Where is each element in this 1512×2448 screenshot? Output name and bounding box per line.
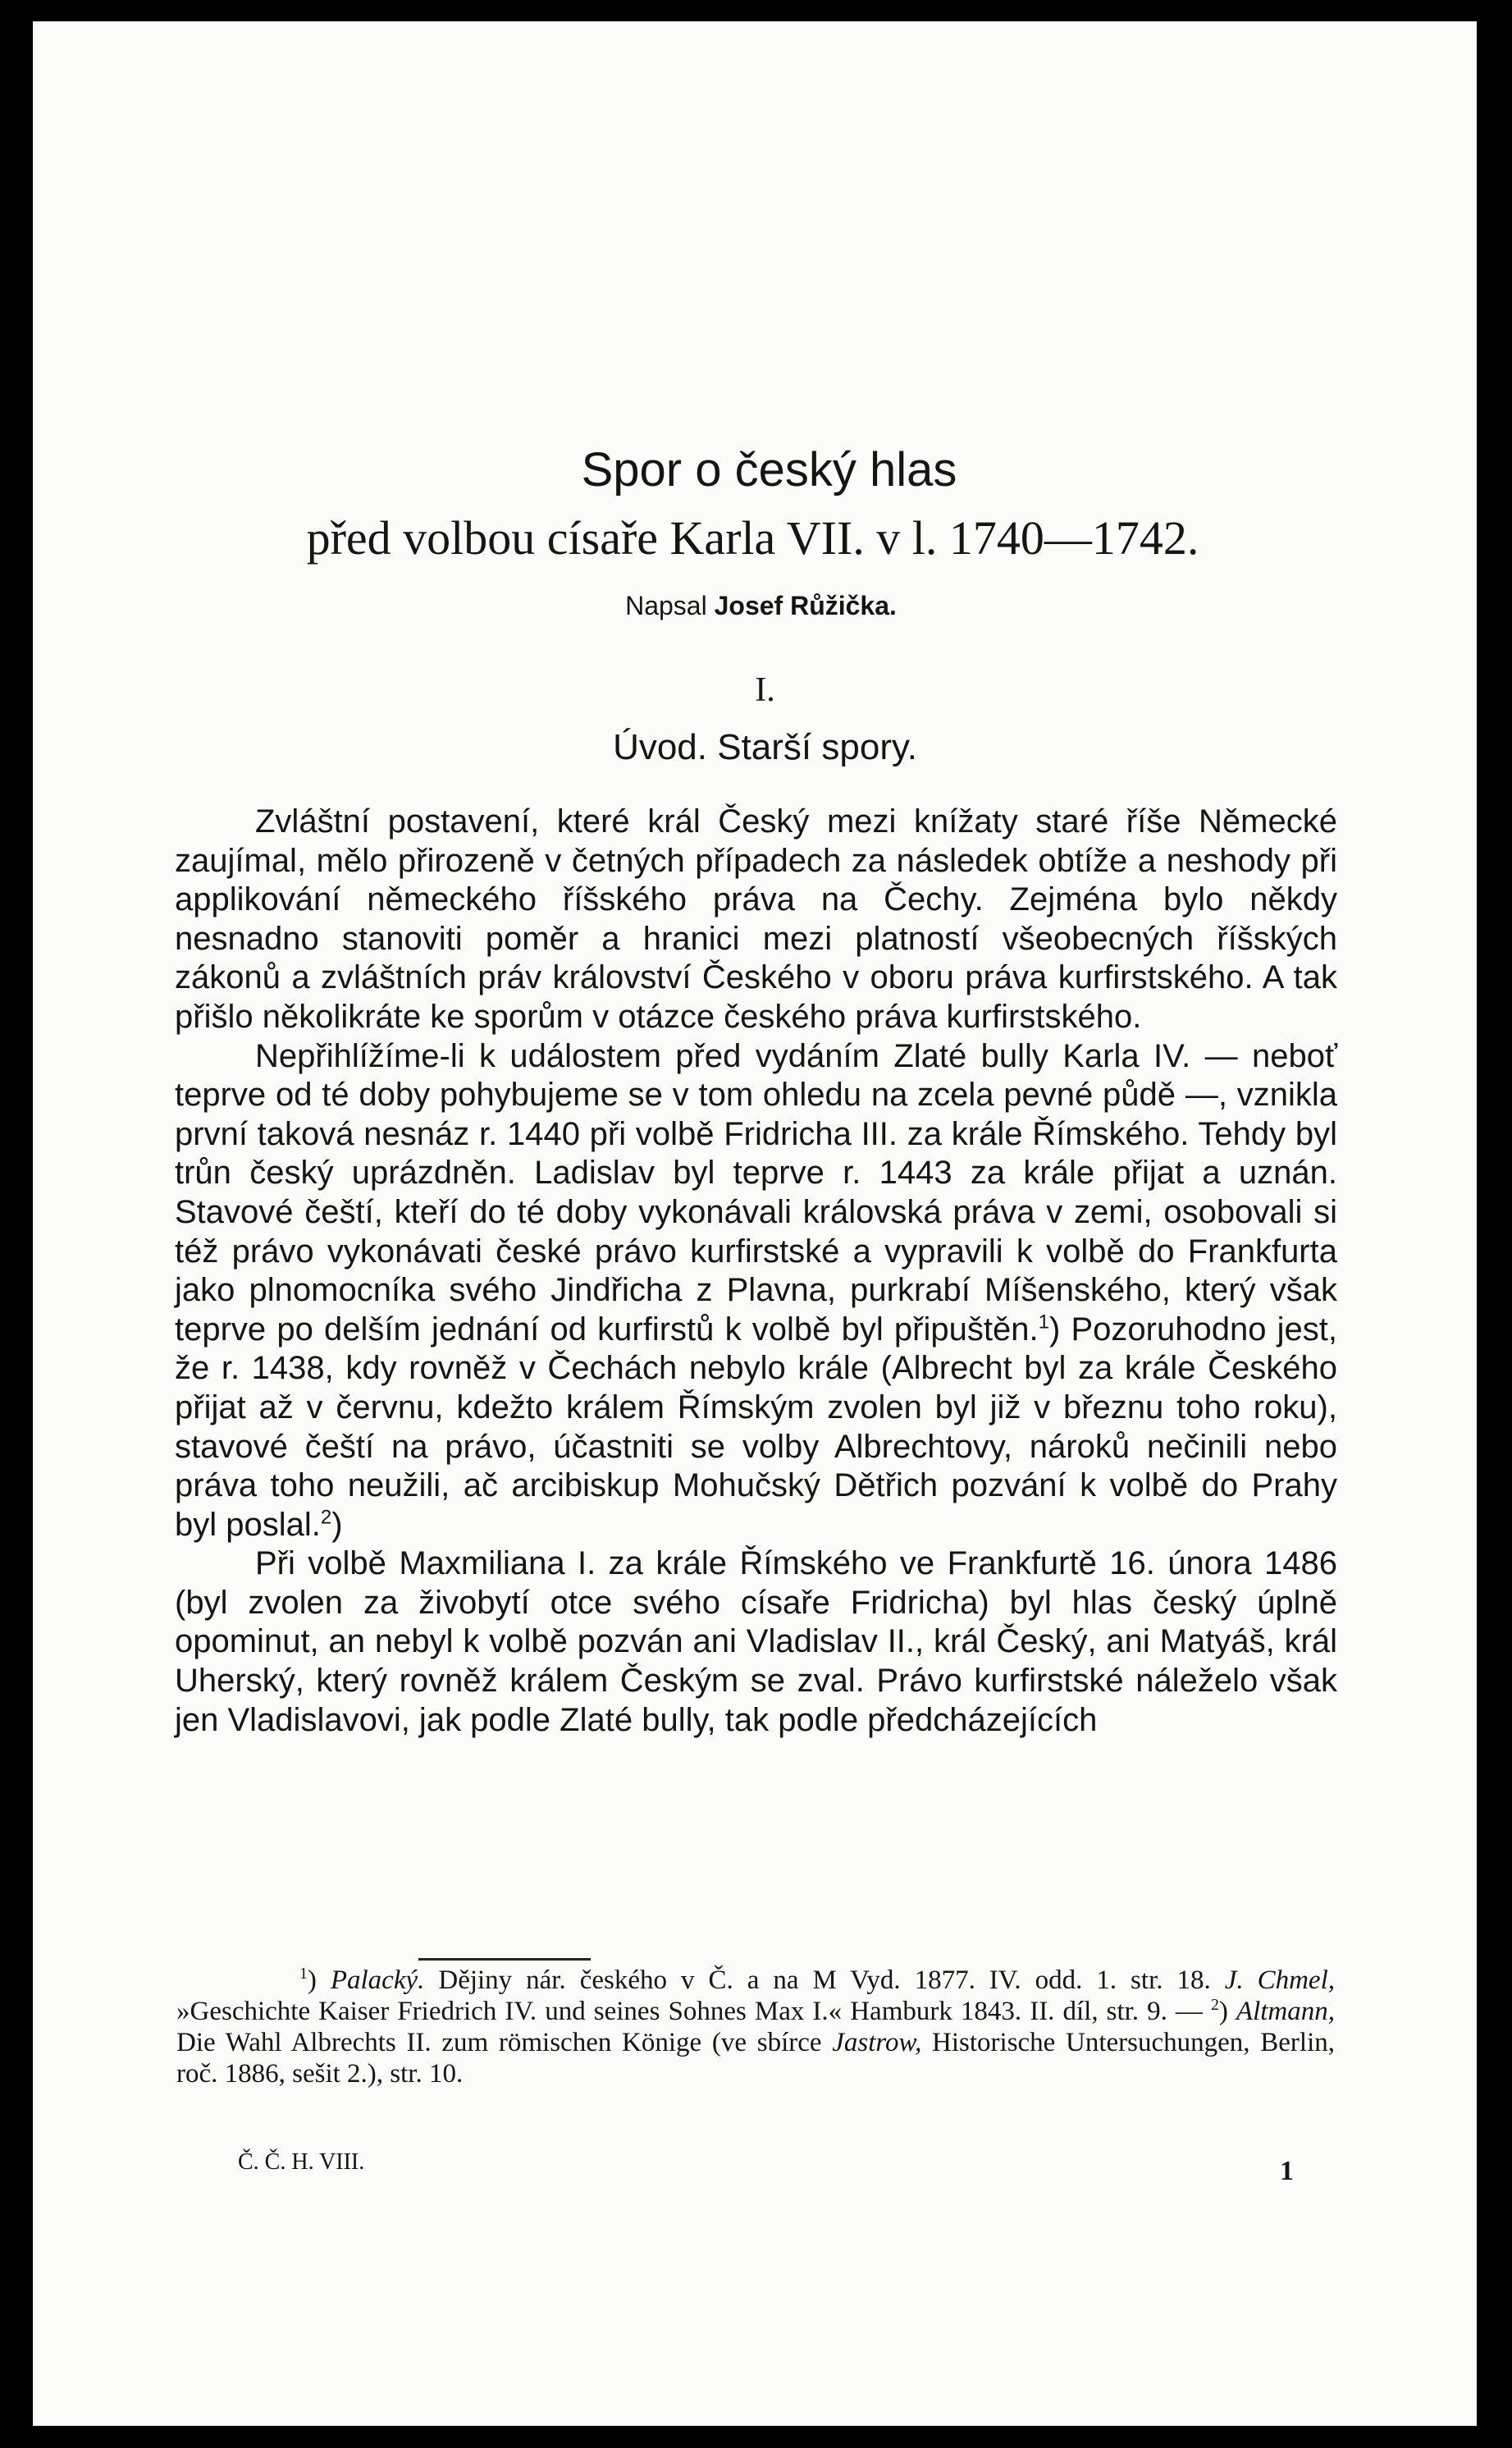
footnotes: [176, 1965, 1335, 2089]
footnote-2-text: Die Wahl Albrechts II. zum römischen Könige (ve sbírce: [176, 2028, 833, 2057]
body-text: [175, 803, 1337, 1740]
paragraph-2-part-a: Nepřihlížíme-li k událostem před vydáním Zlaté bully Karla IV. — neboť teprve od té doby pohybujeme se v tom ohledu na zcela pevné půdě —, vznikla první taková nesnáz r. 1440 při volbě Fridricha III. za krále Římského. Tehdy byl trůn český uprázdněn. Ladislav byl teprve r. 1443 za krále přijat a uznán. Stavové čeští, kteří do té doby vykonávali královská práva v zemi, osobovali si též právo vykonávati české právo kurfirstské a vypravili k volbě do Frankfurta jako plnomocníka svého Jindřicha z Plavna, purkrabí Míšenského, který však teprve po delším jednání od kurfirstů k volbě byl připuštěn.: [175, 1037, 1337, 1348]
footnote-1-mark: 1: [299, 1965, 308, 1983]
article-title-line2: před volbou císaře Karla VII. v l. 1740—1742.: [306, 511, 1199, 565]
footnote-1-text-2: »Geschichte Kaiser Friedrich IV. und seines Sohnes Max I.« Hamburk 1843. II. díl, str. 9. —: [176, 1997, 1211, 2026]
paragraph-2-part-b: Pozoruhodno jest, že r. 1438, kdy rovněž v Čechách nebylo krále (Albrecht byl za krále Českého přijat až v červnu, kdežto králem Římským zvolen byl již v březnu toho roku), stavové čeští na právo, účastniti se volby Albrechtovy, nároků nečinili nebo práva toho neužili, ač arcibiskup Mohučský Dětřich pozvání k volbě do Prahy byl poslal.: [175, 1311, 1337, 1543]
footnote-ref-1: 1: [1038, 1311, 1049, 1334]
footnote-2-author: Altmann,: [1236, 1997, 1335, 2026]
paragraph-2-part-c: ): [331, 1506, 343, 1543]
paragraph-2: Nepřihlížíme-li k událostem před vydáním Zlaté bully Karla IV. — neboť teprve od té doby pohybujeme se v tom ohledu na zcela pevné půdě —, vznikla první taková nesnáz r. 1440 při volbě Fridricha III. za krále Římského. Tehdy byl trůn český uprázdněn. Ladislav byl teprve r. 1443 za krále přijat a uznán. Stavové čeští, kteří do té doby vykonávali královská práva v zemi, osobovali si též právo vykonávati české právo kurfirstské a vypravili k volbě do Frankfurta jako plnomocníka svého Jindřicha z Plavna, purkrabí Míšenského, který však teprve po delším jednání od kurfirstů k volbě byl připuštěn.$^1$) Pozoruhodno jest, že r. 1438, kdy rovněž v Čechách nebylo krále (Albrecht byl za krále Českého přijat až v červnu, kdežto králem Římským zvolen byl již v březnu toho roku), stavové čeští na právo, účastniti se volby Albrechtovy, nároků nečinili nebo práva toho neužili, ač arcibiskup Mohučský Dětřich pozvání k volbě do Prahy byl poslal.$^2$): [175, 1037, 1337, 1543]
paragraph-1: Zvláštní postavení, které král Český mezi knížaty staré říše Německé zaujímal, mělo přirozeně v četných případech za následek obtíže a neshody při applikování německého říšského práva na Čechy. Zejména bylo někdy nesnadno stanoviti poměr a hranici mezi platností všeobecných říšských zákonů a zvláštních práv království Českého v oboru práva kurfirstského. A tak přišlo několikráte ke sporům v otázce českého práva kurfirstského.: [175, 803, 1337, 1035]
author-name: Josef Růžička.: [714, 591, 897, 620]
footnote-1-text: Dějiny nár. českého v Č. a na M Vyd. 1877. IV. odd. 1. str. 18.: [424, 1965, 1225, 1995]
footnote-1-author-2: J. Chmel,: [1224, 1965, 1335, 1995]
journal-reference: Č. Č. H. VIII.: [238, 2149, 365, 2175]
byline-prefix: Napsal: [625, 591, 707, 620]
article-title-line1: Spor o český hlas: [581, 443, 957, 496]
footnote-1: $^1$) Palacký. Dějiny nár. českého v Č. a na M Vyd. 1877. IV. odd. 1. str. 18. J. Chmel, »Geschichte Kaiser Friedrich IV. und seines Sohnes Max I.« Hamburk 1843. II. díl, str. 9. — $^2$) Altmann, Die Wahl Albrechts II. zum römischen Könige (ve sbírce Jastrow, Historische Untersuchungen, Berlin, roč. 1886, sešit 2.), str. 10.: [176, 1965, 1335, 2089]
footnote-2-text-2: Historische Untersuchungen, Berlin, roč. 1886, sešit 2.), str. 10.: [176, 2028, 1335, 2089]
byline: [139, 589, 1333, 622]
page-number: 1: [1280, 2156, 1294, 2186]
page: [33, 21, 1477, 2426]
footnote-divider: [418, 1958, 591, 1961]
section-number: I.: [755, 671, 775, 709]
footnote-1-author: Palacký.: [330, 1965, 425, 1995]
paragraph-3: Při volbě Maxmiliana I. za krále Římského ve Frankfurtě 16. února 1486 (byl zvolen za živobytí otce svého císaře Fridricha) byl hlas český úplně opominut, an nebyl k volbě pozván ani Vladislav II., král Český, ani Matyáš, král Uherský, který rovněž králem Českým se zval. Právo kurfirstské náleželo však jen Vladislavovi, jak podle Zlaté bully, tak podle předcházejících: [175, 1545, 1337, 1738]
section-title: Úvod. Starší spory.: [613, 727, 917, 767]
footnote-ref-2: 2: [320, 1506, 332, 1529]
footnote-2-author-2: Jastrow,: [832, 2028, 922, 2057]
footnote-2-mark: 2: [1210, 1996, 1219, 2014]
